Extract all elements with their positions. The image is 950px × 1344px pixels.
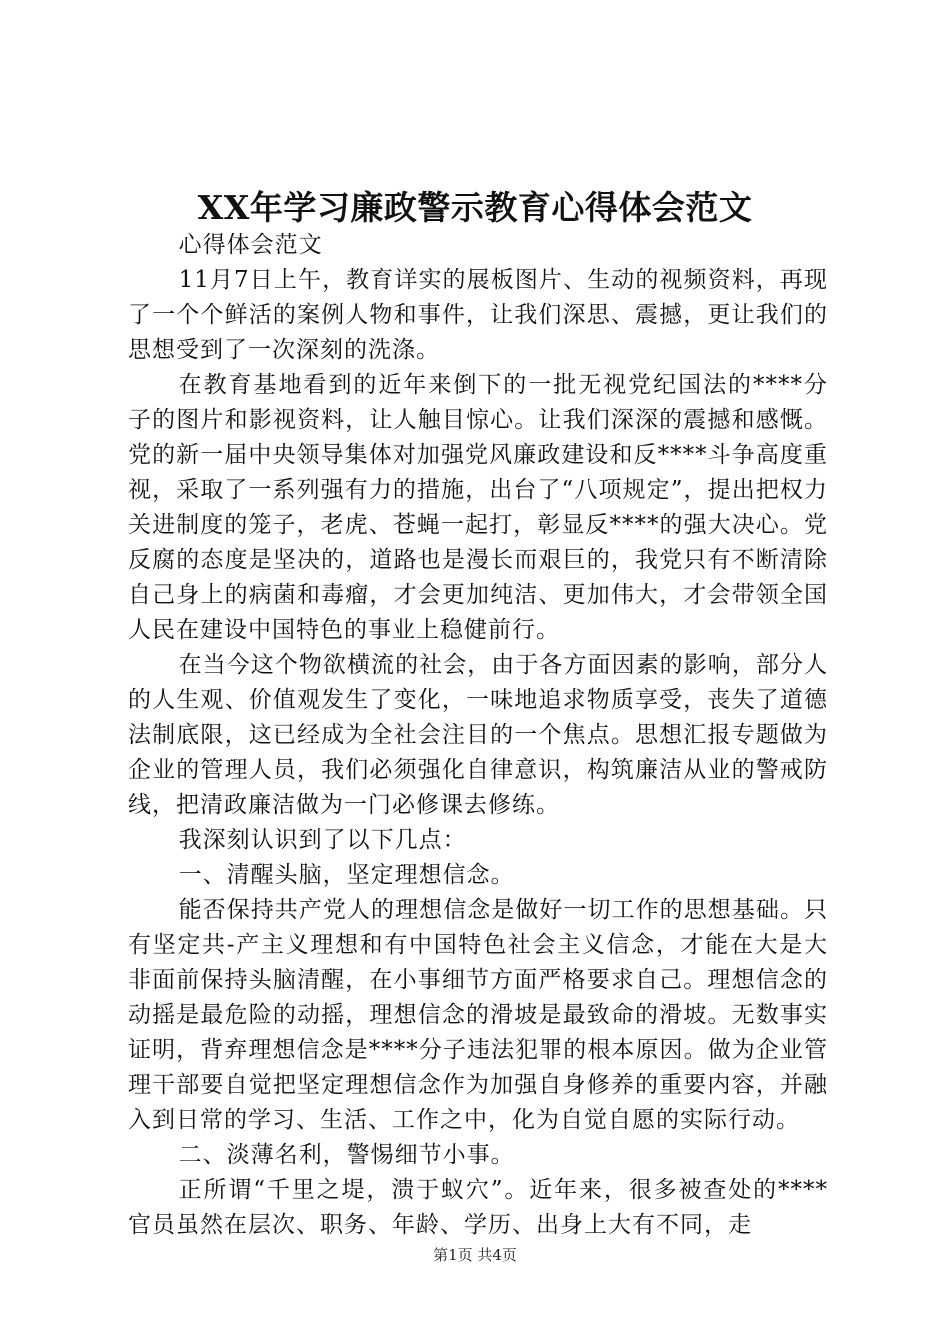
paragraph: 11月7日上午，教育详实的展板图片、生动的视频资料，再现了一个个鲜活的案例人物和事件，让我们深思、震撼，更让我们的思想受到了一次深刻的洗涤。 <box>128 267 828 363</box>
paragraph: 能否保持共产党人的理想信念是做好一切工作的思想基础。只有坚定共-产主义理想和有中国特色社会主义信念，才能在大是大非面前保持头脑清醒，在小事细节方面严格要求自己。理想信念的动摇是最危险的动摇，理想信念的滑坡是最致命的滑坡。无数事实证明，背弃理想信念是****分子违法犯罪的根本原因。做为企业管理干部要自觉把坚定理想信念作为加强自身修养的重要内容，并融入到日常的学习、生活、工作之中，化为自觉自愿的实际行动。 <box>128 897 828 1133</box>
paragraph: 我深刻认识到了以下几点： <box>178 827 467 853</box>
paragraph: 正所谓“千里之堤，溃于蚁穴”。近年来，很多被查处的****官员虽然在层次、职务、年龄、学历、出身上大有不同，走 <box>128 1177 828 1238</box>
section-heading: 二、淡薄名利，警惕细节小事。 <box>178 1142 515 1168</box>
section-heading: 一、清醒头脑，坚定理想信念。 <box>178 862 515 888</box>
paragraph: 在当今这个物欲横流的社会，由于各方面因素的影响，部分人的人生观、价值观发生了变化，一味地追求物质享受，丧失了道德法制底限，这已经成为全社会注目的一个焦点。思想汇报专题做为企业的管理人员，我们必须强化自律意识，构筑廉洁从业的警戒防线，把清政廉洁做为一门必修课去修练。 <box>128 652 828 818</box>
document-body <box>128 228 828 1243</box>
page-number-footer: 第1页 共4页 <box>433 1246 517 1264</box>
paragraph: 在教育基地看到的近年来倒下的一批无视党纪国法的****分子的图片和影视资料，让人触目惊心。让我们深深的震撼和感慨。党的新一届中央领导集体对加强党风廉政建设和反****斗争高度重视，采取了一系列强有力的措施，出台了“八项规定”，提出把权力关进制度的笼子，老虎、苍蝇一起打，彰显反****的强大决心。党反腐的态度是坚决的，道路也是漫长而艰巨的，我党只有不断清除自己身上的病菌和毒瘤，才会更加纯洁、更加伟大，才会带领全国人民在建设中国特色的事业上稳健前行。 <box>128 372 828 643</box>
document-title: XX年学习廉政警示教育心得体会范文 <box>197 188 753 227</box>
paragraph-subtitle: 心得体会范文 <box>178 232 323 258</box>
